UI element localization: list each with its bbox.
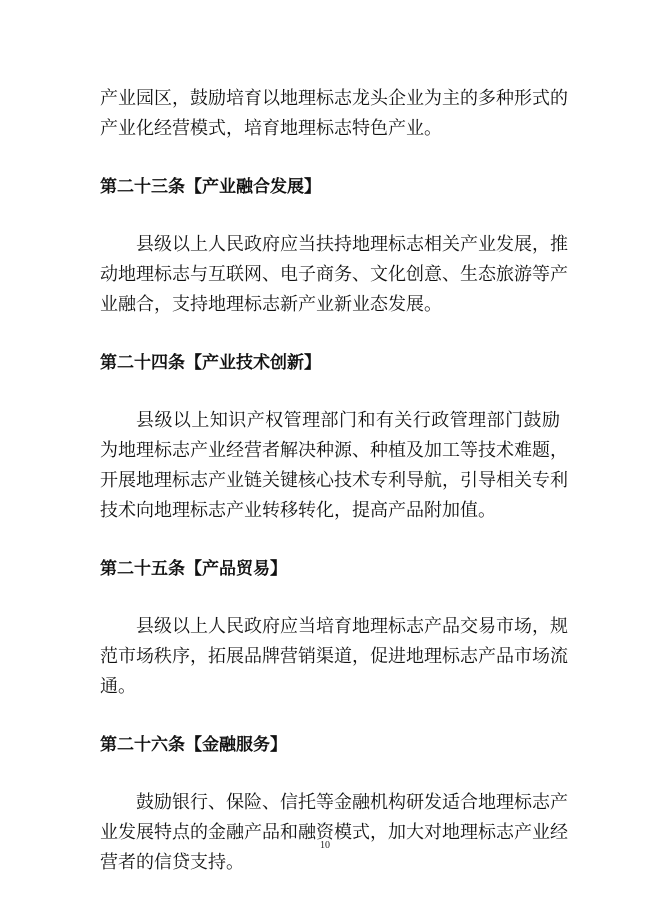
text-line: 鼓励银行、保险、信托等金融机构研发适合地理标志产 [136,792,568,813]
spacer [100,202,560,230]
spacer [100,378,560,406]
body-paragraph [100,406,568,526]
text-line: 业融合，支持地理标志新产业新业态发展。 [100,294,442,315]
text-line: 范市场秩序，拓展品牌营销渠道，促进地理标志产品市场流 [100,646,568,667]
article-heading: 第二十三条【产业融合发展】 [100,177,321,197]
text-line: 业发展特点的金融产品和融资模式，加大对地理标志产业经 [100,822,568,843]
text-line: 县级以上人民政府应当扶持地理标志相关产业发展，推 [136,234,568,255]
spacer [100,702,560,730]
body-paragraph [100,84,568,144]
body-paragraph [100,230,568,320]
text-line: 动地理标志与互联网、电子商务、文化创意、生态旅游等产 [100,264,568,285]
article-heading: 第二十四条【产业技术创新】 [100,353,321,373]
spacer [100,584,560,612]
text-line: 产业化经营模式，培育地理标志特色产业。 [100,118,442,139]
page-number: 10 [320,840,330,851]
text-line: 技术向地理标志产业转移转化，提高产品附加值。 [100,500,496,521]
body-paragraph [100,788,568,878]
spacer [100,144,560,172]
spacer [100,526,560,554]
text-line: 为地理标志产业经营者解决种源、种植及加工等技术难题， [100,440,568,461]
spacer [100,760,560,788]
spacer [100,320,560,348]
page-body [100,84,568,878]
text-line: 营者的信贷支持。 [100,852,244,873]
body-paragraph [100,612,568,702]
article-heading: 第二十六条【金融服务】 [100,735,287,755]
text-line: 产业园区，鼓励培育以地理标志龙头企业为主的多种形式的 [100,88,568,109]
text-line: 县级以上知识产权管理部门和有关行政管理部门鼓励 [136,410,560,431]
text-line: 开展地理标志产业链关键核心技术专利导航，引导相关专利 [100,470,568,491]
text-line: 通。 [100,676,136,697]
text-line: 县级以上人民政府应当培育地理标志产品交易市场，规 [136,616,568,637]
article-heading: 第二十五条【产品贸易】 [100,559,287,579]
